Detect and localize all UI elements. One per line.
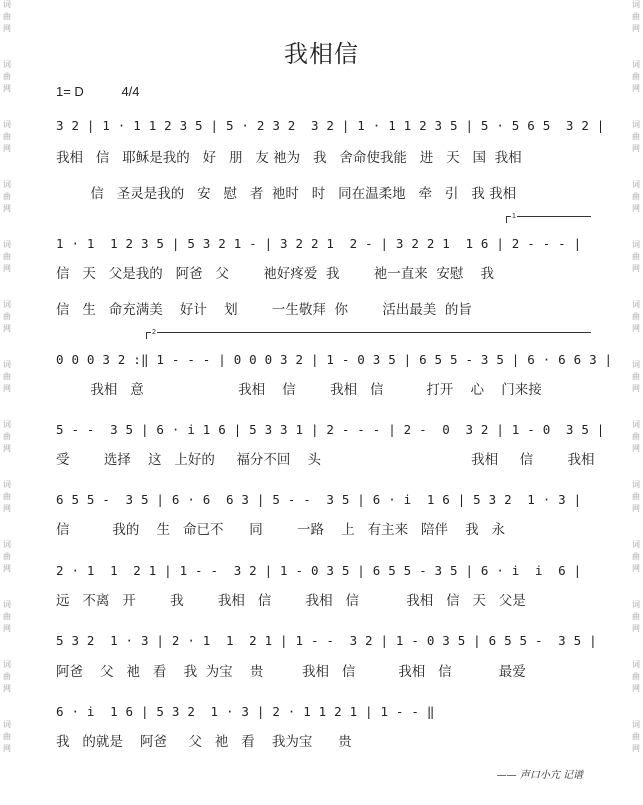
watermark-group [629, 120, 643, 180]
notation-line: 5 3 2 1 · 3 | 2 · 1 1 2 1 | 1 - - 3 2 | 1 - 0 3 5 | 6 5 5 - 3 5 | [56, 633, 597, 648]
watermark-group [629, 60, 643, 120]
watermark-group [629, 660, 643, 720]
watermark-group [0, 360, 14, 420]
watermark-char: 词 [3, 480, 11, 489]
lyric-line: 信 圣灵是我的 安 慰 者 祂时 时 同在温柔地 牵 引 我 我相 [56, 186, 517, 202]
watermark-char: 曲 [3, 672, 11, 681]
watermark-group [0, 240, 14, 300]
watermark-char: 词 [3, 240, 11, 249]
watermark-char: 网 [3, 564, 11, 573]
watermark-char: 网 [632, 504, 640, 513]
watermark-char: 曲 [632, 252, 640, 261]
watermark-char: 词 [3, 420, 11, 429]
watermark-char: 曲 [3, 552, 11, 561]
transcriber-credit: —— 声口小亢 记谱 [496, 770, 583, 781]
watermark-char: 曲 [632, 132, 640, 141]
watermark-char: 网 [3, 744, 11, 753]
watermark-char: 曲 [632, 612, 640, 621]
watermark-group [0, 660, 14, 720]
watermark-char: 曲 [3, 492, 11, 501]
watermark-char: 词 [3, 360, 11, 369]
lyric-line: 我相 信 耶稣是我的 好 朋 友 祂为 我 舍命使我能 进 天 国 我相 [56, 150, 522, 166]
volta-label: 1 [512, 213, 516, 220]
watermark-char: 曲 [632, 492, 640, 501]
watermark-char: 词 [632, 360, 640, 369]
watermark-char: 网 [3, 84, 11, 93]
watermark-char: 曲 [632, 552, 640, 561]
watermark-char: 词 [3, 600, 11, 609]
watermark-char: 曲 [632, 312, 640, 321]
watermark-char: 曲 [632, 192, 640, 201]
watermark-group [629, 720, 643, 780]
watermark-char: 词 [632, 60, 640, 69]
watermark-char: 网 [3, 144, 11, 153]
watermark-group [629, 480, 643, 540]
watermark-char: 网 [3, 324, 11, 333]
watermark-char: 词 [3, 300, 11, 309]
watermark-char: 词 [3, 180, 11, 189]
watermark-char: 词 [3, 120, 11, 129]
watermark-char: 词 [632, 480, 640, 489]
watermark-char: 词 [632, 540, 640, 549]
watermark-char: 网 [3, 384, 11, 393]
watermark-char: 曲 [632, 732, 640, 741]
lyric-line: 阿爸 父 祂 看 我 为宝 贵 我相 信 我相 信 最爱 [56, 664, 526, 680]
watermark-char: 词 [632, 300, 640, 309]
watermark-char: 网 [632, 264, 640, 273]
song-meta [56, 84, 174, 99]
watermark-char: 词 [632, 180, 640, 189]
watermark-group [0, 420, 14, 480]
notation-line: 6 5 5 - 3 5 | 6 · 6 6 3 | 5 - - 3 5 | 6 · i 1 6 | 5 3 2 1 · 3 | [56, 492, 582, 507]
key-signature: 1= D [56, 84, 84, 99]
watermark-char: 曲 [3, 432, 11, 441]
volta-label: 2 [152, 329, 156, 336]
watermark-char: 网 [3, 24, 11, 33]
watermark-char: 词 [632, 420, 640, 429]
watermark-char: 网 [632, 744, 640, 753]
watermark-char: 曲 [632, 372, 640, 381]
side-watermark-left [0, 0, 14, 805]
watermark-char: 网 [3, 444, 11, 453]
watermark-char: 曲 [3, 192, 11, 201]
watermark-char: 曲 [3, 312, 11, 321]
watermark-char: 词 [632, 120, 640, 129]
watermark-char: 词 [3, 540, 11, 549]
watermark-group [629, 420, 643, 480]
watermark-char: 网 [3, 204, 11, 213]
watermark-char: 词 [3, 0, 11, 9]
notation-line: 5 - - 3 5 | 6 · i 1 6 | 5 3 3 1 | 2 - - - | 2 - 0 3 2 | 1 - 0 3 5 | [56, 422, 605, 437]
lyric-line: 我相 意 我相 信 我相 信 打开 心 门来接 [56, 382, 542, 398]
watermark-group [629, 180, 643, 240]
watermark-char: 词 [632, 660, 640, 669]
watermark-char: 网 [3, 624, 11, 633]
watermark-char: 词 [632, 600, 640, 609]
watermark-char: 网 [632, 324, 640, 333]
time-signature: 4/4 [121, 84, 140, 99]
watermark-char: 曲 [3, 132, 11, 141]
side-watermark-right [629, 0, 643, 805]
watermark-char: 曲 [3, 372, 11, 381]
notation-line: 2 · 1 1 2 1 | 1 - - 3 2 | 1 - 0 3 5 | 6 5 5 - 3 5 | 6 · i i 6 | [56, 563, 582, 578]
watermark-char: 曲 [3, 72, 11, 81]
volta-bracket [506, 213, 591, 223]
watermark-char: 网 [3, 504, 11, 513]
watermark-char: 词 [3, 720, 11, 729]
watermark-char: 曲 [632, 432, 640, 441]
watermark-char: 曲 [632, 72, 640, 81]
watermark-char: 网 [632, 564, 640, 573]
volta-bracket [146, 329, 591, 339]
watermark-group [629, 360, 643, 420]
watermark-char: 网 [3, 684, 11, 693]
watermark-group [0, 180, 14, 240]
watermark-char: 曲 [3, 252, 11, 261]
watermark-char: 曲 [3, 612, 11, 621]
watermark-group [629, 300, 643, 360]
watermark-group [629, 600, 643, 660]
lyric-line: 信 我的 生 命已不 同 一路 上 有主来 陪伴 我 永 [56, 522, 505, 538]
watermark-char: 词 [632, 240, 640, 249]
watermark-char: 网 [632, 624, 640, 633]
watermark-char: 曲 [3, 12, 11, 21]
watermark-char: 网 [632, 84, 640, 93]
watermark-group [629, 540, 643, 600]
notation-line: 1 · 1 1 2 3 5 | 5 3 2 1 - | 3 2 2 1 2 - | 3 2 2 1 1 6 | 2 - - - | [56, 236, 582, 251]
notation-line: 3 2 | 1 · 1 1 2 3 5 | 5 · 2 3 2 3 2 | 1 · 1 1 2 3 5 | 5 · 5 6 5 3 2 | [56, 118, 605, 133]
watermark-char: 曲 [632, 12, 640, 21]
lyric-line: 受 选择 这 上好的 福分不回 头 我相 信 我相 [56, 452, 595, 468]
watermark-group [629, 240, 643, 300]
watermark-group [0, 600, 14, 660]
watermark-char: 网 [632, 204, 640, 213]
watermark-char: 词 [3, 660, 11, 669]
watermark-char: 网 [632, 384, 640, 393]
watermark-group [0, 540, 14, 600]
watermark-char: 网 [632, 144, 640, 153]
lyric-line: 我 的就是 阿爸 父 祂 看 我为宝 贵 [56, 734, 352, 750]
watermark-char: 网 [632, 24, 640, 33]
watermark-group [0, 480, 14, 540]
lyric-line: 远 不离 开 我 我相 信 我相 信 我相 信 天 父是 [56, 593, 526, 609]
watermark-char: 网 [3, 264, 11, 273]
watermark-group [0, 60, 14, 120]
lyric-line: 信 生 命充满美 好计 划 一生敬拜 你 活出最美 的旨 [56, 302, 472, 318]
watermark-group [0, 120, 14, 180]
lyric-line: 信 天 父是我的 阿爸 父 祂好疼爱 我 祂一直来 安慰 我 [56, 266, 494, 282]
watermark-char: 词 [632, 720, 640, 729]
watermark-group [0, 300, 14, 360]
song-title: 我相信 [284, 40, 359, 68]
watermark-group [0, 720, 14, 780]
watermark-char: 曲 [632, 672, 640, 681]
watermark-char: 曲 [3, 732, 11, 741]
watermark-char: 网 [632, 444, 640, 453]
notation-line: 6 · i 1 6 | 5 3 2 1 · 3 | 2 · 1 1 2 1 | 1 - - ‖ [56, 704, 435, 719]
watermark-char: 网 [632, 684, 640, 693]
watermark-char: 词 [632, 0, 640, 9]
watermark-char: 词 [3, 60, 11, 69]
notation-line: 0 0 0 3 2 :‖ 1 - - - | 0 0 0 3 2 | 1 - 0 3 5 | 6 5 5 - 3 5 | 6 · 6 6 3 | [56, 352, 613, 367]
